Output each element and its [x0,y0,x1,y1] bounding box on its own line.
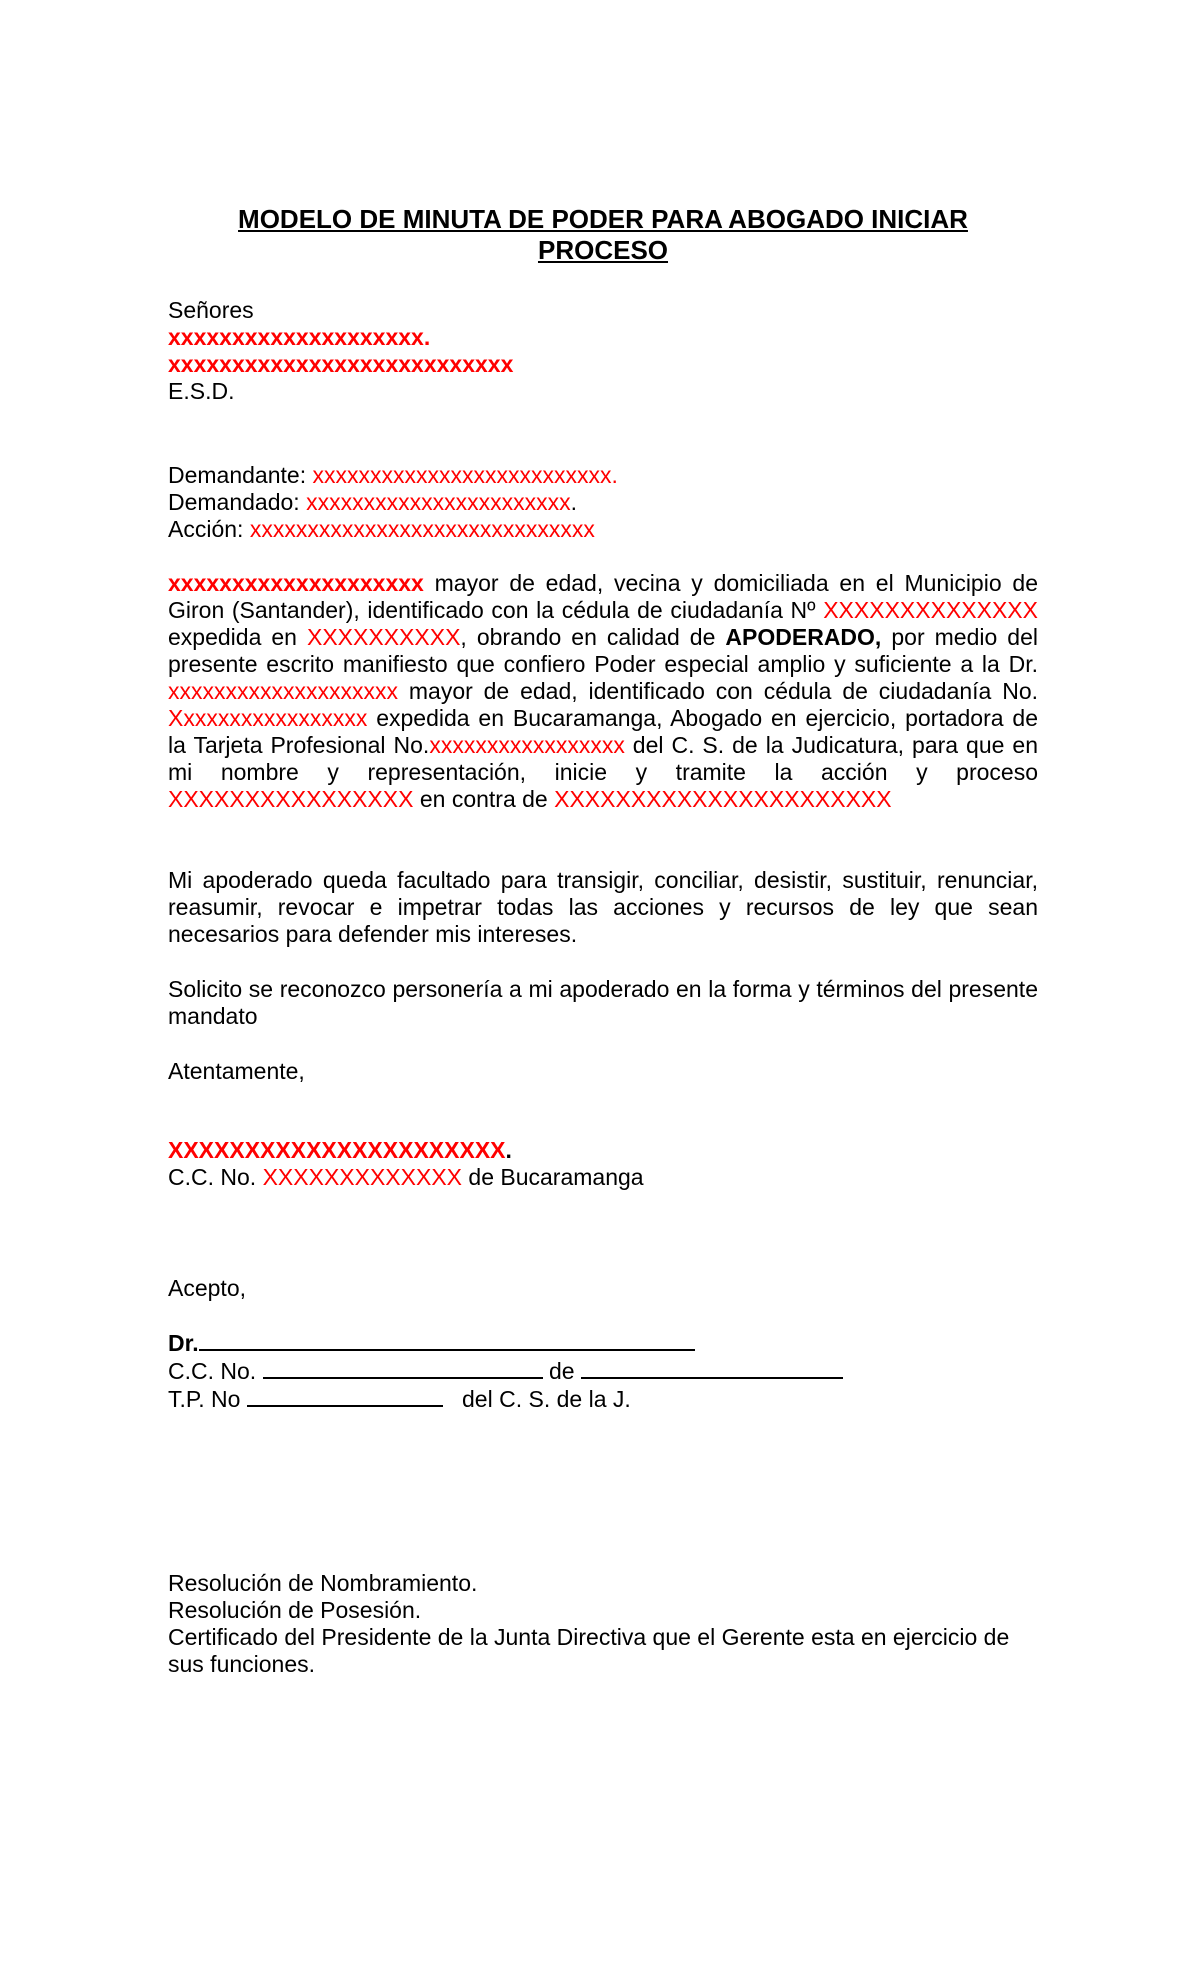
body-text-3: , obrando en calidad de [460,624,726,650]
attachment-item: Certificado del Presidente de la Junta Directiva que el Gerente esta en ejercicio de sus funciones. [168,1624,1010,1677]
dr-signature-line [199,1329,695,1351]
addressee-name-1: xxxxxxxxxxxxxxxxxxxx. [168,324,431,350]
acceptance-label: Acepto, [168,1275,246,1301]
demandado-label: Demandado: [168,489,300,515]
acceptance-cc-label: C.C. No. [168,1358,257,1384]
attachment-item: Resolución de Posesión. [168,1597,422,1623]
main-paragraph [168,570,1038,813]
grantor-name: xxxxxxxxxxxxxxxxxxxx [168,570,424,596]
professional-card-number: xxxxxxxxxxxxxxxxx [429,732,625,758]
body-text-1: mayor de edad, vecina y domiciliada en el Municipio de Giron (Santander), identificado con la cédula de ciudadanía Nº [168,570,1038,623]
body-text-6: expedida en Bucaramanga, Abogado en ejercicio, portadora de la Tarjeta Profesional No. [168,705,1038,758]
body-text-7: del C. S. de la Judicatura, para que en mi nombre y representación, inicie y tramite la acción y proceso [168,732,1038,785]
attachments-block [168,1570,1038,1678]
demandante-label: Demandante: [168,462,307,488]
addressee-name-2: xxxxxxxxxxxxxxxxxxxxxxxxxxx [168,351,514,377]
signer-cc-city: de Bucaramanga [462,1164,644,1190]
demandado-line [168,489,1038,516]
acceptance-tp-label: T.P. No [168,1386,241,1412]
demandado-end: . [570,489,577,515]
signature-block [168,1137,1038,1191]
signer-name: XXXXXXXXXXXXXXXXXXXXXX [168,1137,506,1163]
signer-name-end: . [505,1137,512,1163]
greeting: Señores [168,297,254,323]
body-text-4: por medio del presente escrito manifiesto que confiero Poder especial amplio y suficiente a la Dr. [168,624,1038,677]
city-blank-line [581,1357,843,1379]
demandante-value: xxxxxxxxxxxxxxxxxxxxxxxxxx. [312,462,618,488]
cedula-city: XXXXXXXXXX [307,624,461,650]
demandado-value: xxxxxxxxxxxxxxxxxxxxxxx [306,489,571,515]
attorney-cedula: Xxxxxxxxxxxxxxxxx [168,705,368,731]
esd-label: E.S.D. [168,378,235,404]
body-text-8: en contra de [413,786,555,812]
attachment-item: Resolución de Nombramiento. [168,1570,478,1596]
acceptance-cc-line [168,1357,1038,1385]
body-text-2: expedida en [168,624,307,650]
title-line-1: MODELO DE MINUTA DE PODER PARA ABOGADO INICIAR [238,204,968,234]
signer-name-line [168,1137,1038,1164]
parties-block [168,462,1038,543]
process-name: XXXXXXXXXXXXXXXX [168,786,414,812]
grantor-cedula: XXXXXXXXXXXXXX [823,597,1038,623]
addressee-block [168,297,1038,405]
document-title [168,204,1038,266]
signer-cc-value: XXXXXXXXXXXXX [262,1164,463,1190]
acceptance-de-label: de [548,1358,575,1384]
acceptance-tp-suffix: del C. S. de la J. [462,1386,631,1412]
defendant-name: XXXXXXXXXXXXXXXXXXXXXX [554,786,892,812]
tp-blank-line [247,1385,443,1407]
acceptance-block [168,1329,1038,1413]
signer-cc-label: C.C. No. [168,1164,257,1190]
title-line-2: PROCESO [537,235,669,265]
demandante-line [168,462,1038,489]
request-paragraph: Solicito se reconozco personería a mi apoderado en la forma y términos del presente mandato [168,976,1038,1029]
attorney-name: xxxxxxxxxxxxxxxxxxxx [168,678,398,704]
accion-label: Acción: [168,516,244,542]
acceptance-dr-line [168,1329,1038,1357]
body-text-5: mayor de edad, identificado con cédula de ciudadanía No. [398,678,1038,704]
powers-paragraph: Mi apoderado queda facultado para transigir, conciliar, desistir, sustituir, renunciar, reasumir, revocar e impetrar todas las acciones y recursos de ley que sean necesarios para defender mis intereses. [168,867,1038,947]
accion-value: xxxxxxxxxxxxxxxxxxxxxxxxxxxxxx [249,516,595,542]
signer-cc-line [168,1164,1038,1191]
apoderado-label: APODERADO, [725,624,882,650]
closing: Atentamente, [168,1058,305,1084]
cc-blank-line [263,1357,543,1379]
acceptance-tp-line [168,1385,1038,1413]
accion-line [168,516,1038,543]
acceptance-dr-label: Dr. [168,1330,199,1356]
